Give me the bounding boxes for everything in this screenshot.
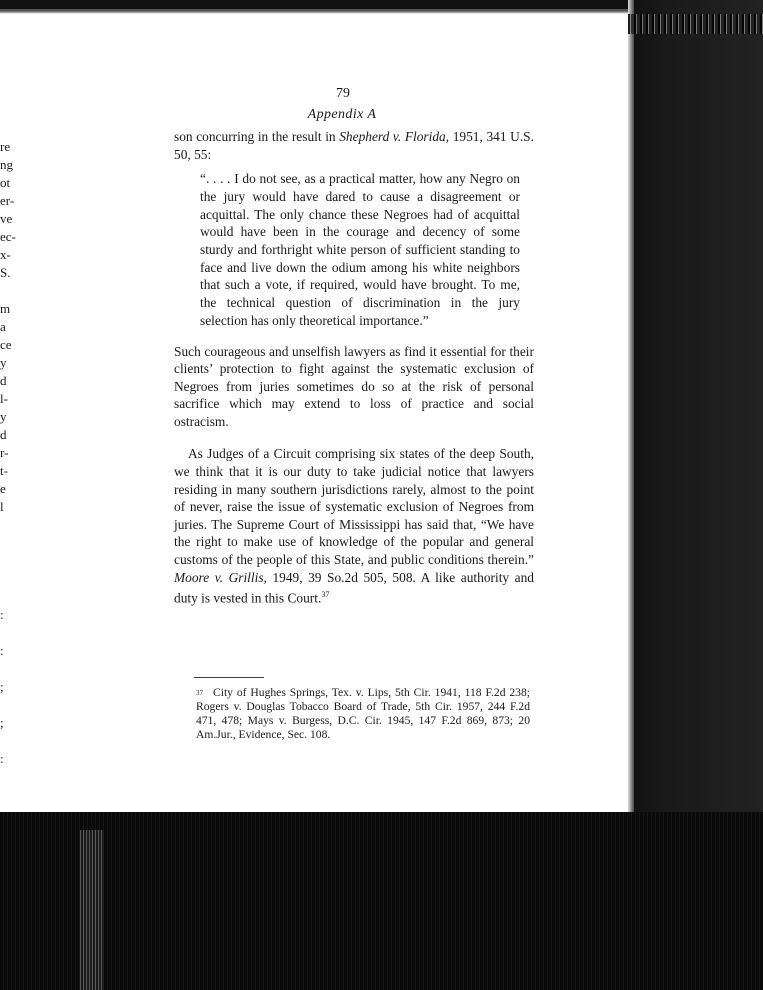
facing-page-fragment: t-: [0, 463, 8, 478]
p1-cite: 1951, 341 U.S. 50, 55:: [174, 129, 534, 162]
page-number: 79: [336, 86, 350, 101]
facing-page-fragment: [0, 732, 18, 750]
case-name-moore: Moore v. Grillis,: [174, 569, 267, 585]
facing-page-fragment: ce: [0, 337, 12, 352]
facing-page-fragment: [0, 696, 18, 714]
footnote-marker: 37: [196, 689, 203, 697]
facing-page-fragment: m: [0, 301, 11, 316]
p3-tail: 1949, 39 So.2d 505, 508. A like authority and duty is vested in this Court.: [174, 569, 534, 606]
facing-page-fragment: y: [0, 409, 7, 424]
facing-page-fragment: S.: [0, 265, 11, 280]
facing-page-fragment: re: [0, 139, 11, 154]
facing-page-fragment: [0, 282, 18, 300]
facing-page-fragment: :: [0, 751, 4, 766]
scan-fuzz: [628, 14, 763, 34]
running-head: Appendix A: [307, 107, 377, 122]
footnote-reference[interactable]: 37: [321, 590, 330, 600]
facing-page-fragment: y: [0, 355, 7, 370]
facing-page-fragment: er-: [0, 193, 15, 208]
p1-lead: son concurring in the result in: [174, 129, 340, 144]
facing-page-fragment: ;: [0, 715, 4, 730]
facing-page-fragment: ng: [0, 157, 13, 172]
page-content: [150, 86, 534, 607]
scan-bottom-edge: [0, 812, 763, 990]
facing-page-fragment: l-: [0, 391, 8, 406]
paragraph-judges: [174, 445, 534, 607]
facing-page-fragment: ve: [0, 211, 13, 226]
p3-text: As Judges of a Circuit comprising six states of the deep South, we think that it is our duty to take judicial notice that lawyers residing in many southern jurisdictions rarely, almost to the point of never, raise the issue of systematic exclusion of Negroes from juries. The Supreme Court of Mississippi has said that, “We have the right to make use of knowledge of the popular and general customs of the people of this State, and public conditions therein.”: [174, 446, 534, 568]
facing-page-fragment: d: [0, 427, 7, 442]
facing-page-fragment: ot: [0, 175, 11, 190]
facing-page-fragment: [0, 588, 18, 606]
paragraph-continuation: [174, 128, 534, 163]
footnote-text: City of Hughes Springs, Tex. v. Lips, 5th Cir. 1941, 118 F.2d 238; Rogers v. Douglas Tobacco Board of Trade, 5th Cir. 1957, 244 F.2d 471, 478; Mays v. Burgess, D.C. Cir. 1945, 147 F.2d 869, 873; 20 Am.Jur., Evidence, Sec. 108.: [196, 686, 530, 741]
scan-gutter-shadow: [80, 830, 104, 990]
paragraph-lawyers: Such courageous and unselfish lawyers as find it essential for their clients’ protection to fight against the systematic exclusion of Negroes from juries sometimes do so at the risk of personal sacrifice which may extend to loss of practice and social ostracism.: [174, 343, 534, 429]
facing-page-fragment: :: [0, 607, 4, 622]
facing-page-fragment: d: [0, 373, 7, 388]
facing-page-fragment: :: [0, 643, 4, 658]
facing-page-fragment: [0, 534, 18, 552]
facing-page-fragments: [0, 138, 18, 768]
facing-page-fragment: ;: [0, 679, 4, 694]
facing-page-fragment: a: [0, 319, 6, 334]
facing-page-fragment: [0, 570, 18, 588]
block-quote: “. . . . I do not see, as a practical matter, how any Negro on the jury would have dared to cause a disagreement or acquittal. The only chance these Negroes had of acquittal would have been in the courage and decency of some sturdy and forthright white person of sufficient standing to face and live down the odium among his white neighbors that such a vote, if required, would have brought. To me, the technical question of discrimination in the jury selection has only theoretical importance.”: [200, 171, 520, 328]
facing-page-fragment: e: [0, 481, 6, 496]
footnote: [196, 686, 530, 742]
facing-page-fragment: x-: [0, 247, 11, 262]
facing-page-fragment: ec-: [0, 229, 16, 244]
facing-page-fragment: l: [0, 499, 4, 514]
facing-page-fragment: r-: [0, 445, 9, 460]
facing-page-fragment: [0, 660, 18, 678]
facing-page-fragment: [0, 516, 18, 534]
footnote-rule: [194, 677, 264, 678]
facing-page-fragment: [0, 552, 18, 570]
facing-page-fragment: [0, 624, 18, 642]
case-name-shepherd: Shepherd v. Florida,: [339, 129, 450, 144]
